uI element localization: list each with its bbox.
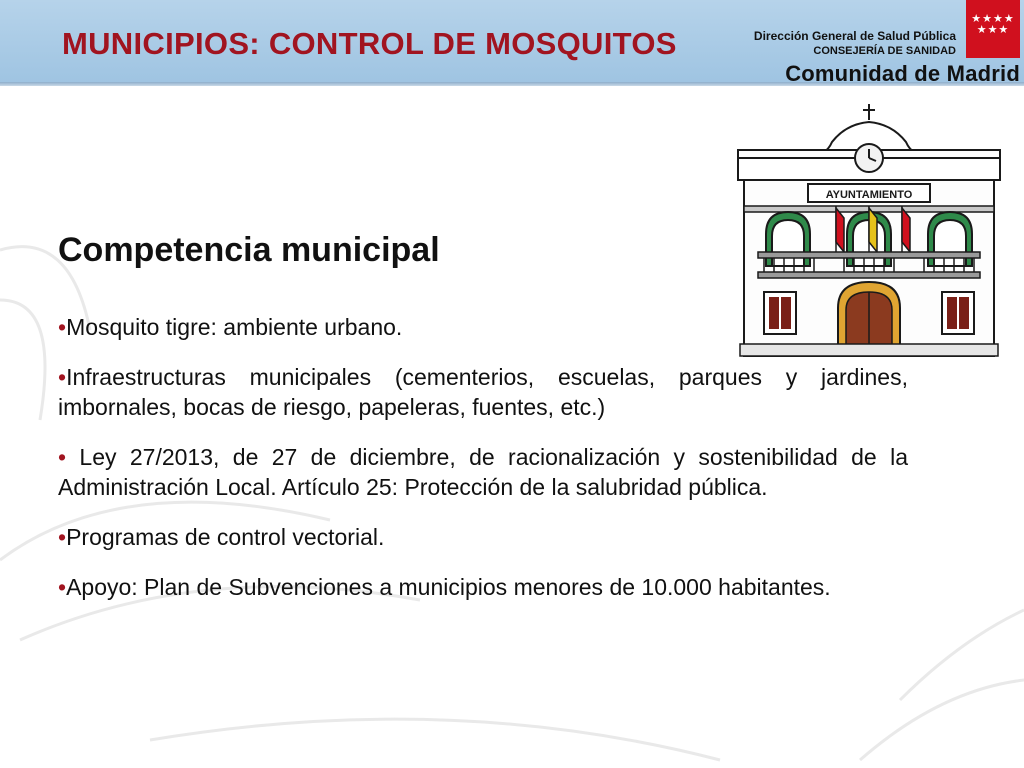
bullet-icon: •: [58, 314, 67, 340]
bullet-icon: •: [58, 574, 67, 600]
slide-title: MUNICIPIOS: CONTROL DE MOSQUITOS: [62, 26, 677, 61]
logo-dept-line: CONSEJERÍA DE SANIDAD: [813, 45, 956, 57]
list-item: •Mosquito tigre: ambiente urbano.: [58, 314, 403, 340]
list-item: • Ley 27/2013, de 27 de diciembre, de racionalización y sostenibilidad de la Administración Local. Artículo 25: Protección de la salubridad pública.: [58, 444, 908, 500]
bullet-icon: •: [58, 524, 67, 550]
list-item: •Programas de control vectorial.: [58, 524, 385, 550]
bullet-icon: •: [58, 444, 67, 470]
logo-org-line: Dirección General de Salud Pública: [753, 29, 956, 43]
madrid-flag-logo: [966, 0, 1020, 58]
section-subtitle: Competencia municipal: [58, 231, 440, 269]
list-item: •Apoyo: Plan de Subvenciones a municipios menores de 10.000 habitantes.: [58, 574, 831, 600]
town-hall-sign: AYUNTAMIENTO: [825, 189, 913, 201]
bullet-icon: •: [58, 364, 67, 390]
logo-brand: Comunidad de Madrid: [785, 61, 1020, 86]
bullet-list: [58, 312, 908, 622]
list-item: •Infraestructuras municipales (cementerios, escuelas, parques y jardines, imbornales, bocas de riesgo, papeleras, fuentes, etc.): [58, 364, 908, 420]
flag-stars-icon: ★★★★ ★★★: [971, 13, 1015, 36]
